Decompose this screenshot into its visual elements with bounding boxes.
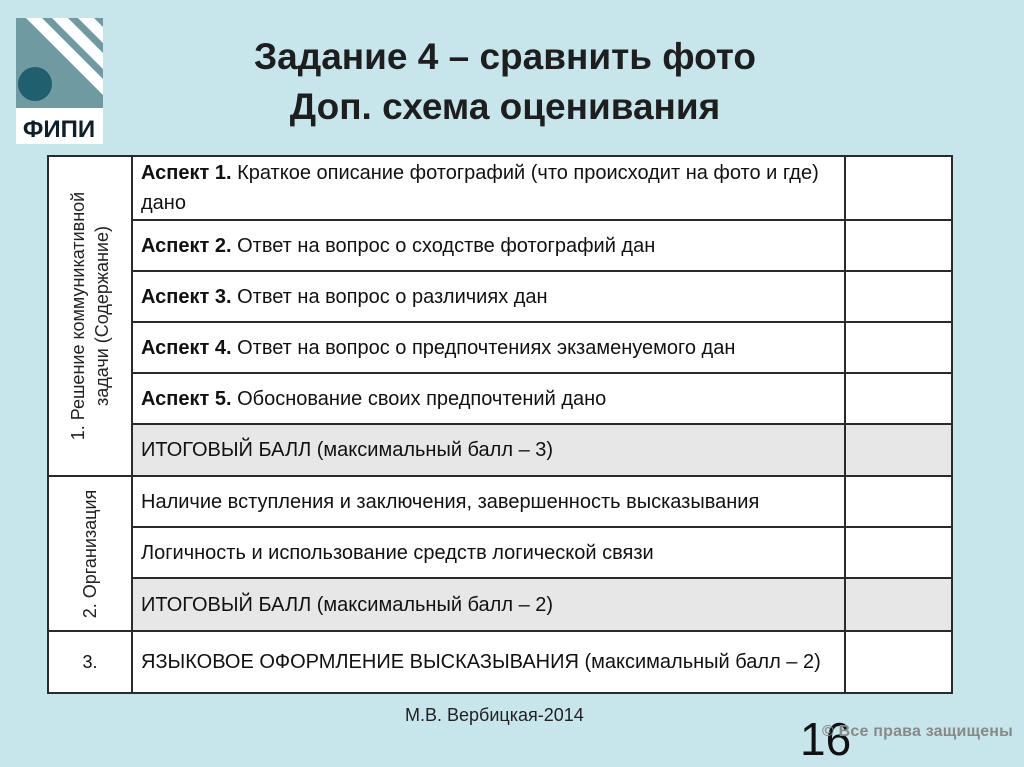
score-cell [845, 476, 952, 527]
score-cell [845, 424, 952, 476]
table-row [48, 476, 952, 527]
score-cell [845, 373, 952, 424]
organization-row-2: Логичность и использование средств логической связи [132, 527, 845, 578]
organization-row-1: Наличие вступления и заключения, завершенность высказывания [132, 476, 845, 527]
table-row [48, 156, 952, 220]
section-2-label: 2. Организация [48, 476, 132, 631]
logo-text: ФИПИ [22, 116, 96, 143]
table-row [48, 631, 952, 693]
assessment-table [47, 155, 953, 694]
table-row [48, 424, 952, 476]
section-1-label: 1. Решение коммуникативной задачи (Содержание) [48, 156, 132, 476]
aspect-1: Аспект 1. Краткое описание фотографий (что происходит на фото и где) дано [132, 156, 845, 220]
table-row [48, 373, 952, 424]
aspect-5: Аспект 5. Обоснование своих предпочтений дано [132, 373, 845, 424]
fipi-logo [16, 18, 103, 144]
section-3-label: 3. [48, 631, 132, 693]
author-credit: М.В. Вербицкая-2014 [405, 705, 584, 725]
aspect-2: Аспект 2. Ответ на вопрос о сходстве фотографий дан [132, 220, 845, 271]
score-cell [845, 220, 952, 271]
table-row [48, 271, 952, 322]
copyright-notice: © Все права защищены [822, 723, 1014, 740]
section-3-text: ЯЗЫКОВОЕ ОФОРМЛЕНИЕ ВЫСКАЗЫВАНИЯ (максимальный балл – 2) [132, 631, 845, 693]
aspect-4: Аспект 4. Ответ на вопрос о предпочтениях экзаменуемого дан [132, 322, 845, 373]
aspect-3: Аспект 3. Ответ на вопрос о различиях дан [132, 271, 845, 322]
table-row [48, 578, 952, 631]
table-row [48, 527, 952, 578]
score-cell [845, 578, 952, 631]
table-row [48, 322, 952, 373]
table-row [48, 220, 952, 271]
score-cell [845, 156, 952, 220]
score-cell [845, 631, 952, 693]
page-number: 16 [800, 713, 852, 765]
score-cell [845, 271, 952, 322]
section-1-total: ИТОГОВЫЙ БАЛЛ (максимальный балл – 3) [132, 424, 845, 476]
title-line-1: Задание 4 – сравнить фото [253, 36, 757, 77]
title-line-2: Доп. схема оценивания [289, 86, 721, 127]
section-2-total: ИТОГОВЫЙ БАЛЛ (максимальный балл – 2) [132, 578, 845, 631]
score-cell [845, 527, 952, 578]
fipi-emblem-icon [16, 18, 103, 144]
score-cell [845, 322, 952, 373]
page-title [140, 32, 870, 132]
